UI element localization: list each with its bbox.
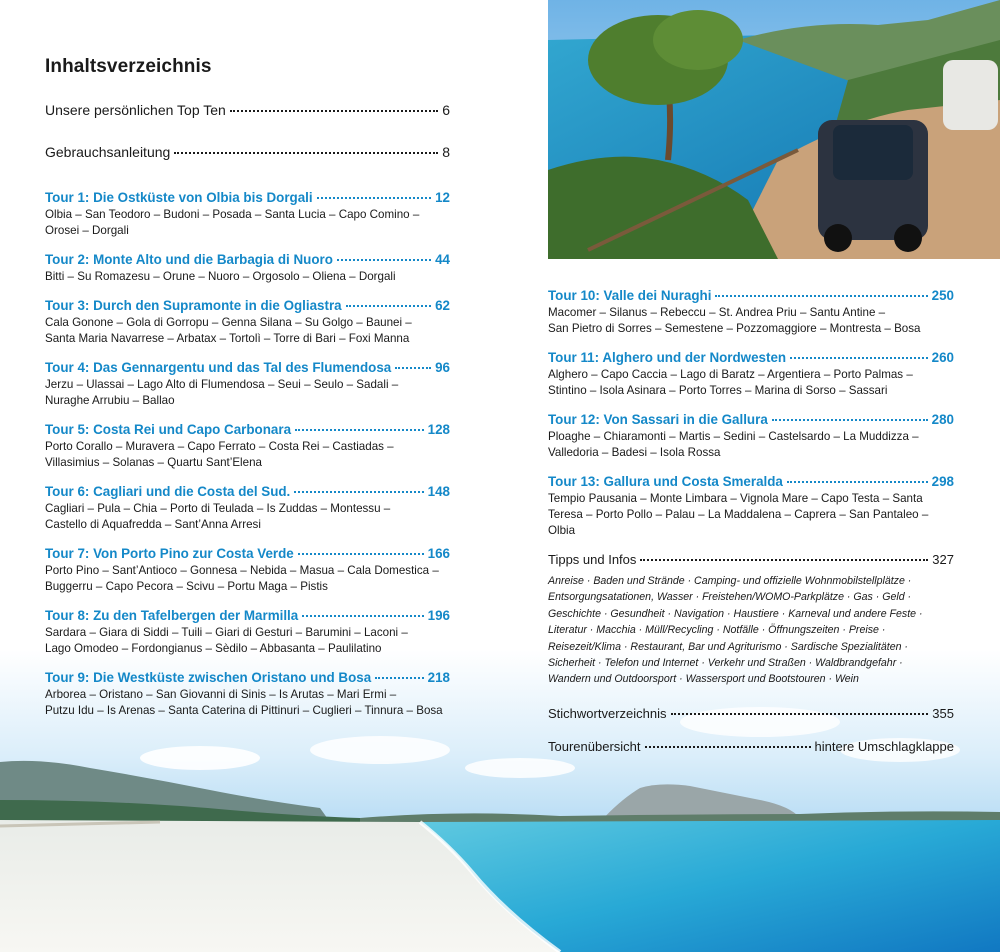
tour-stops bbox=[548, 305, 954, 337]
tipps-topics-line: Literatur · Macchia · Müll/Recycling · Notfälle · Öffnungszeiten · Preise · bbox=[548, 624, 886, 637]
tour-stops-line: Lago Omodeo – Fordongianus – Sèdilo – Abbasanta – Paulilatino bbox=[45, 642, 382, 655]
tour-page: 148 bbox=[427, 484, 450, 499]
toc-entry-label: Stichwortverzeichnis bbox=[548, 705, 667, 721]
tour-title-row[interactable] bbox=[548, 474, 954, 489]
tour-stops-line: Bitti – Su Romazesu – Orune – Nuoro – Orgosolo – Oliena – Dorgali bbox=[45, 270, 396, 283]
tour-page: 250 bbox=[931, 288, 954, 303]
leader-dots bbox=[671, 713, 929, 715]
leader-dots bbox=[790, 357, 928, 359]
tour-title: Tour 8: Zu den Tafelbergen der Marmilla bbox=[45, 608, 299, 623]
tour-entry[interactable] bbox=[45, 670, 450, 719]
tour-page: 166 bbox=[427, 546, 450, 561]
camper-photo-art bbox=[548, 0, 1000, 259]
leader-dots bbox=[645, 746, 811, 748]
tipps-topics-line: Anreise · Baden und Strände · Camping- und offizielle Wohnmobilstellplätze · bbox=[548, 575, 912, 587]
tour-stops-line: Tempio Pausania – Monte Limbara – Vignola Mare – Capo Testa – Santa bbox=[548, 492, 923, 505]
tipps-topics-line: Reisezeit/Klima · Restaurant, Bar und Agriturismo · Sardische Spezialitäten · bbox=[548, 640, 908, 653]
coastal-campervan-photo bbox=[548, 0, 1000, 259]
tour-stops-line: Arborea – Oristano – San Giovanni di Sinis – Is Arutas – Mari Ermi – bbox=[45, 688, 397, 701]
tour-title: Tour 6: Cagliari und die Costa del Sud. bbox=[45, 484, 291, 499]
tipps-topics bbox=[548, 573, 954, 688]
tour-entry[interactable] bbox=[548, 288, 954, 337]
leader-dots bbox=[295, 429, 424, 431]
tour-page: 218 bbox=[427, 670, 450, 685]
leader-dots bbox=[294, 491, 423, 493]
toc-left-column bbox=[45, 56, 450, 732]
toc-entry-label: Unsere persönlichen Top Ten bbox=[45, 102, 226, 118]
toc-title: Inhaltsverzeichnis bbox=[45, 56, 212, 77]
tour-entry[interactable] bbox=[45, 360, 450, 409]
tour-stops-line: Alghero – Capo Caccia – Lago di Baratz – Argentiera – Porto Palmas – bbox=[548, 368, 913, 381]
leader-dots bbox=[302, 615, 423, 617]
tipps-topics-line: Sicherheit · Telefon und Internet · Verkehr und Straßen · Waldbrandgefahr · bbox=[548, 657, 903, 670]
leader-dots bbox=[640, 559, 928, 561]
tour-title-row[interactable] bbox=[548, 350, 954, 365]
tour-stops-line: Teresa – Porto Pollo – Palau – La Maddalena – Caprera – San Pantaleo – Olbia bbox=[548, 508, 929, 537]
tour-stops-line: Macomer – Silanus – Rebeccu – St. Andrea Priu – Santu Antine – bbox=[548, 306, 886, 319]
tour-stops bbox=[45, 501, 450, 533]
tour-title: Tour 11: Alghero und der Nordwesten bbox=[548, 350, 787, 365]
toc-entry-tipps[interactable] bbox=[548, 552, 954, 567]
tour-stops bbox=[548, 367, 954, 399]
tipps-topics-line: Wandern und Outdoorsport · Wassersport und Bootstouren · Wein bbox=[548, 673, 859, 686]
tour-stops bbox=[45, 269, 450, 285]
tour-title-row[interactable] bbox=[45, 546, 450, 561]
tour-stops bbox=[45, 377, 450, 409]
tour-entry[interactable] bbox=[45, 298, 450, 347]
tour-title: Tour 2: Monte Alto und die Barbagia di Nuoro bbox=[45, 252, 333, 267]
tour-stops bbox=[45, 687, 450, 719]
tour-page: 62 bbox=[435, 298, 450, 313]
tour-stops-line: Villasimius – Solanas – Quartu Sant’Elena bbox=[45, 456, 262, 469]
tour-entry[interactable] bbox=[45, 484, 450, 533]
tour-entry[interactable] bbox=[548, 412, 954, 461]
tour-stops bbox=[548, 429, 954, 461]
tour-stops bbox=[45, 207, 450, 239]
tour-page: 280 bbox=[931, 412, 954, 427]
leader-dots bbox=[317, 197, 431, 199]
tour-stops-line: Porto Corallo – Muravera – Capo Ferrato – Costa Rei – Castiadas – bbox=[45, 440, 394, 453]
tour-entry[interactable] bbox=[548, 474, 954, 539]
leader-dots bbox=[337, 259, 431, 261]
tour-entry[interactable] bbox=[45, 608, 450, 657]
tour-stops-line: Ploaghe – Chiaramonti – Martis – Sedini – Castelsardo – La Muddizza – bbox=[548, 430, 919, 443]
tour-page: 298 bbox=[931, 474, 954, 489]
leader-dots bbox=[375, 677, 424, 679]
tour-page: 260 bbox=[931, 350, 954, 365]
toc-entry-label: Tourenübersicht bbox=[548, 738, 641, 754]
toc-entry-page: 6 bbox=[442, 102, 450, 118]
tour-title: Tour 7: Von Porto Pino zur Costa Verde bbox=[45, 546, 294, 561]
tour-title: Tour 13: Gallura und Costa Smeralda bbox=[548, 474, 783, 489]
tour-list-left bbox=[45, 190, 450, 719]
tour-stops bbox=[45, 439, 450, 471]
tour-stops-line: Orosei – Dorgali bbox=[45, 224, 129, 237]
tour-page: 44 bbox=[435, 252, 450, 267]
tour-title-row[interactable] bbox=[45, 252, 450, 267]
tour-stops-line: Porto Pino – Sant’Antioco – Gonnesa – Nebida – Masua – Cala Domestica – bbox=[45, 564, 439, 577]
tour-title: Tour 12: Von Sassari in die Gallura bbox=[548, 412, 768, 427]
leader-dots bbox=[174, 152, 438, 154]
toc-entry-label: Gebrauchsanleitung bbox=[45, 144, 171, 160]
leader-dots bbox=[298, 553, 424, 555]
tipps-topics-line: Geschichte · Gesundheit · Navigation · Haustiere · Karneval und andere Feste · bbox=[548, 607, 923, 620]
tour-stops-line: Olbia – San Teodoro – Budoni – Posada – Santa Lucia – Capo Comino – bbox=[45, 208, 420, 221]
tour-stops bbox=[45, 315, 450, 347]
leader-dots bbox=[787, 481, 928, 483]
tour-title-row[interactable] bbox=[548, 412, 954, 427]
toc-entry-page: 327 bbox=[932, 552, 954, 567]
tour-stops-line: Putzu Idu – Is Arenas – Santa Caterina di Pittinuri – Cuglieri – Tinnura – Bosa bbox=[45, 704, 443, 717]
tour-stops-line: Castello di Aquafredda – Sant’Anna Arresi bbox=[45, 518, 261, 531]
tour-page: 196 bbox=[427, 608, 450, 623]
tour-page: 96 bbox=[435, 360, 450, 375]
tour-title-row[interactable] bbox=[45, 670, 450, 685]
tour-title: Tour 1: Die Ostküste von Olbia bis Dorgali bbox=[45, 190, 313, 205]
tour-title-row[interactable] bbox=[45, 484, 450, 499]
tour-entry[interactable] bbox=[45, 546, 450, 595]
toc-entry-label: Tipps und Infos bbox=[548, 552, 637, 567]
tour-title-row[interactable] bbox=[45, 422, 450, 437]
tour-title-row[interactable] bbox=[45, 608, 450, 623]
tour-stops bbox=[548, 491, 954, 539]
toc-entry-page: 8 bbox=[442, 144, 450, 160]
tour-title: Tour 3: Durch den Supramonte in die Ogliastra bbox=[45, 298, 342, 313]
leader-dots bbox=[715, 295, 927, 297]
tour-stops-line: Santa Maria Navarrese – Arbatax – Tortolì – Torre di Bari – Foxi Manna bbox=[45, 332, 410, 345]
tour-stops-line: Cala Gonone – Gola di Gorropu – Genna Silana – Su Golgo – Baunei – bbox=[45, 316, 412, 329]
tour-title: Tour 5: Costa Rei und Capo Carbonara bbox=[45, 422, 292, 437]
tour-stops-line: Jerzu – Ulassai – Lago Alto di Flumendosa – Seui – Seulo – Sadali – bbox=[45, 378, 399, 391]
tour-stops-line: San Pietro di Sorres – Semestene – Pozzomaggiore – Montresta – Bosa bbox=[548, 322, 921, 335]
tour-title: Tour 10: Valle dei Nuraghi bbox=[548, 288, 712, 303]
tour-stops-line: Cagliari – Pula – Chia – Porto di Teulada – Is Zuddas – Montessu – bbox=[45, 502, 391, 515]
tour-stops bbox=[45, 563, 450, 595]
tour-stops-line: Nuraghe Arrubiu – Ballao bbox=[45, 394, 175, 407]
toc-entry-page: 355 bbox=[932, 705, 954, 721]
tour-title-row[interactable] bbox=[45, 298, 450, 313]
toc-entry-stichwortverzeichnis[interactable] bbox=[548, 706, 954, 721]
tour-page: 128 bbox=[427, 422, 450, 437]
tour-entry[interactable] bbox=[45, 190, 450, 239]
tour-title: Tour 9: Die Westküste zwischen Oristano und Bosa bbox=[45, 670, 372, 685]
toc-entry-page: hintere Umschlagklappe bbox=[814, 738, 954, 754]
toc-entry-gebrauchsanleitung[interactable] bbox=[45, 144, 450, 160]
tour-title-row[interactable] bbox=[45, 190, 450, 205]
tour-title-row[interactable] bbox=[548, 288, 954, 303]
toc-right-column bbox=[548, 288, 954, 772]
tour-stops-line: Stintino – Isola Asinara – Porto Torres – Marina di Sorso – Sassari bbox=[548, 384, 888, 397]
tour-stops-line: Buggerru – Capo Pecora – Scivu – Portu Maga – Pistis bbox=[45, 580, 328, 593]
tour-title: Tour 4: Das Gennargentu und das Tal des Flumendosa bbox=[45, 360, 392, 375]
toc-entry-tourenuebersicht[interactable] bbox=[548, 739, 954, 754]
tour-page: 12 bbox=[435, 190, 450, 205]
tour-title-row[interactable] bbox=[45, 360, 450, 375]
tour-stops bbox=[45, 625, 450, 657]
leader-dots bbox=[772, 419, 928, 421]
tour-entry[interactable] bbox=[45, 422, 450, 471]
leader-dots bbox=[230, 110, 438, 112]
tour-stops-line: Valledoria – Badesi – Isola Rossa bbox=[548, 446, 721, 459]
toc-entry-top-ten[interactable] bbox=[45, 102, 450, 118]
leader-dots bbox=[346, 305, 431, 307]
leader-dots bbox=[395, 367, 431, 369]
tipps-topics-line: Entsorgungsatationen, Wasser · Freistehen/WOMO-Parkplätze · Gas · Geld · bbox=[548, 591, 912, 604]
tour-entry[interactable] bbox=[548, 350, 954, 399]
tour-stops-line: Sardara – Giara di Siddi – Tuili – Giari di Gesturi – Barumini – Laconi – bbox=[45, 626, 408, 639]
tour-list-right bbox=[548, 288, 954, 539]
tour-entry[interactable] bbox=[45, 252, 450, 285]
